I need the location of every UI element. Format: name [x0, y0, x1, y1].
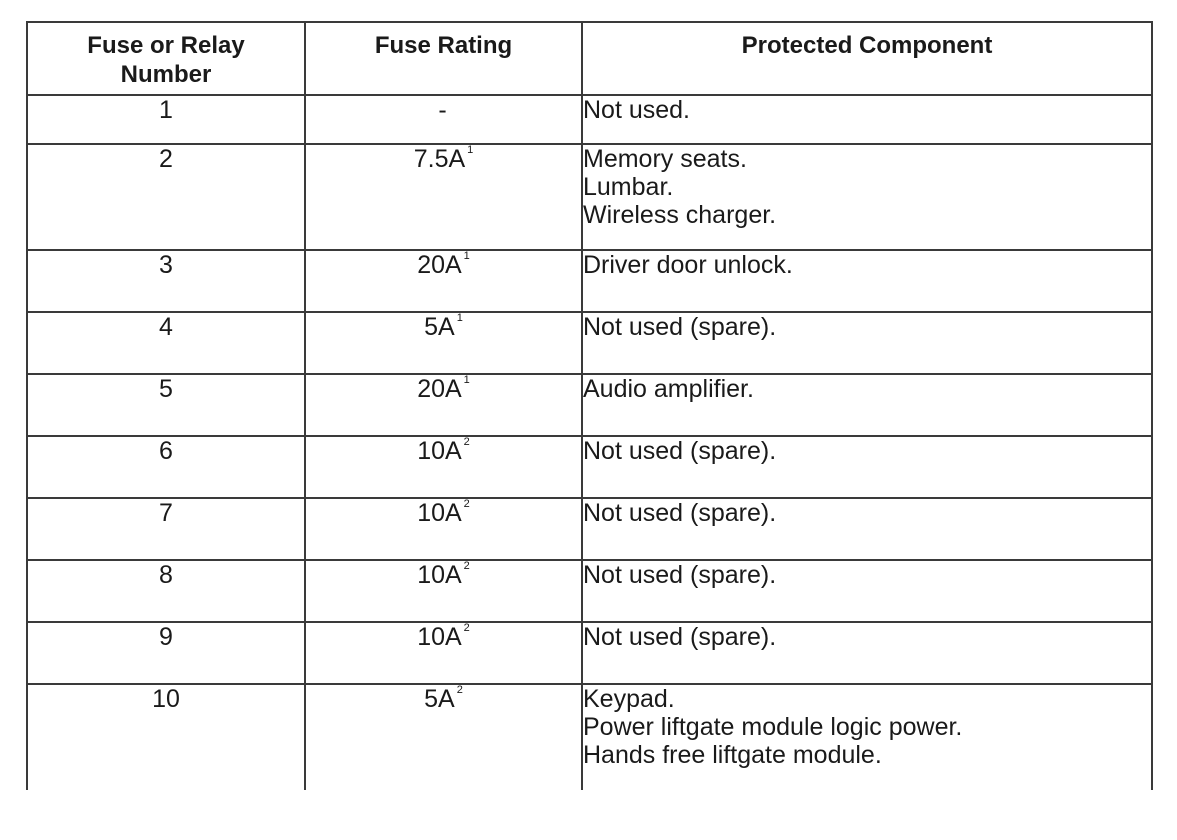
component-line: Lumbar.	[583, 173, 674, 201]
table-row	[27, 560, 1152, 622]
fuse-number-cell: 1	[27, 95, 305, 144]
component-line: Not used (spare).	[583, 499, 777, 527]
protected-component-cell	[582, 95, 1152, 144]
footnote-marker: 2	[463, 436, 470, 448]
header-fuse-number: Fuse or Relay Number	[27, 22, 305, 95]
header-fuse-rating: Fuse Rating	[305, 22, 582, 95]
table-row	[27, 312, 1152, 374]
fuse-rating-cell	[305, 622, 582, 684]
table-row	[27, 374, 1152, 436]
fuse-rating-cell	[305, 95, 582, 144]
fuse-number-cell: 10	[27, 684, 305, 790]
fuse-table	[26, 21, 1153, 790]
component-line: Audio amplifier.	[583, 375, 754, 403]
protected-component-cell	[582, 622, 1152, 684]
table-row	[27, 684, 1152, 790]
table-row	[27, 95, 1152, 144]
component-line: Not used.	[583, 96, 691, 124]
fuse-rating-value: 20A	[417, 251, 462, 279]
component-line: Hands free liftgate module.	[583, 741, 882, 769]
table-body	[27, 95, 1152, 790]
fuse-rating-cell	[305, 498, 582, 560]
fuse-number-cell: 3	[27, 250, 305, 312]
protected-component-cell	[582, 436, 1152, 498]
fuse-number-cell: 7	[27, 498, 305, 560]
fuse-rating-value: 5A	[424, 685, 455, 713]
fuse-rating-cell	[305, 374, 582, 436]
footnote-marker: 2	[463, 498, 470, 510]
header-protected-component: Protected Component	[582, 22, 1152, 95]
fuse-rating-cell	[305, 436, 582, 498]
fuse-rating-cell	[305, 144, 582, 250]
fuse-rating-value: 20A	[417, 375, 462, 403]
footnote-marker: 1	[463, 374, 470, 386]
component-line: Power liftgate module logic power.	[583, 713, 963, 741]
component-line: Not used (spare).	[583, 623, 777, 651]
fuse-rating-cell	[305, 560, 582, 622]
fuse-number-cell: 4	[27, 312, 305, 374]
protected-component-cell	[582, 312, 1152, 374]
component-line: Memory seats.	[583, 145, 747, 173]
fuse-rating-cell	[305, 684, 582, 790]
table-row	[27, 144, 1152, 250]
fuse-rating-value: 10A	[417, 561, 462, 589]
fuse-rating-value: 7.5A	[413, 145, 466, 173]
footnote-marker: 1	[456, 312, 463, 324]
table-row	[27, 250, 1152, 312]
fuse-rating-cell	[305, 250, 582, 312]
fuse-number-cell: 9	[27, 622, 305, 684]
protected-component-cell	[582, 684, 1152, 790]
fuse-number-cell: 5	[27, 374, 305, 436]
table-row	[27, 498, 1152, 560]
footnote-marker: 2	[463, 560, 470, 572]
footnote-marker: 1	[463, 250, 470, 262]
protected-component-cell	[582, 560, 1152, 622]
component-line: Not used (spare).	[583, 313, 777, 341]
footnote-marker: 2	[463, 622, 470, 634]
component-line: Keypad.	[583, 685, 675, 713]
component-line: Wireless charger.	[583, 201, 777, 229]
protected-component-cell	[582, 250, 1152, 312]
protected-component-cell	[582, 144, 1152, 250]
fuse-number-cell: 8	[27, 560, 305, 622]
component-line: Not used (spare).	[583, 561, 777, 589]
protected-component-cell	[582, 374, 1152, 436]
fuse-rating-value: 5A	[424, 313, 455, 341]
table-header-row	[27, 22, 1152, 95]
table-row	[27, 436, 1152, 498]
component-line: Driver door unlock.	[583, 251, 793, 279]
fuse-rating-value: 10A	[417, 499, 462, 527]
fuse-rating-value: 10A	[417, 623, 462, 651]
fuse-rating-cell	[305, 312, 582, 374]
table-row	[27, 622, 1152, 684]
fuse-number-cell: 2	[27, 144, 305, 250]
fuse-rating-value: 10A	[417, 437, 462, 465]
protected-component-cell	[582, 498, 1152, 560]
fuse-number-cell: 6	[27, 436, 305, 498]
footnote-marker: 2	[456, 684, 463, 696]
fuse-rating-value: -	[438, 96, 447, 124]
footnote-marker: 1	[467, 144, 474, 156]
component-line: Not used (spare).	[583, 437, 777, 465]
